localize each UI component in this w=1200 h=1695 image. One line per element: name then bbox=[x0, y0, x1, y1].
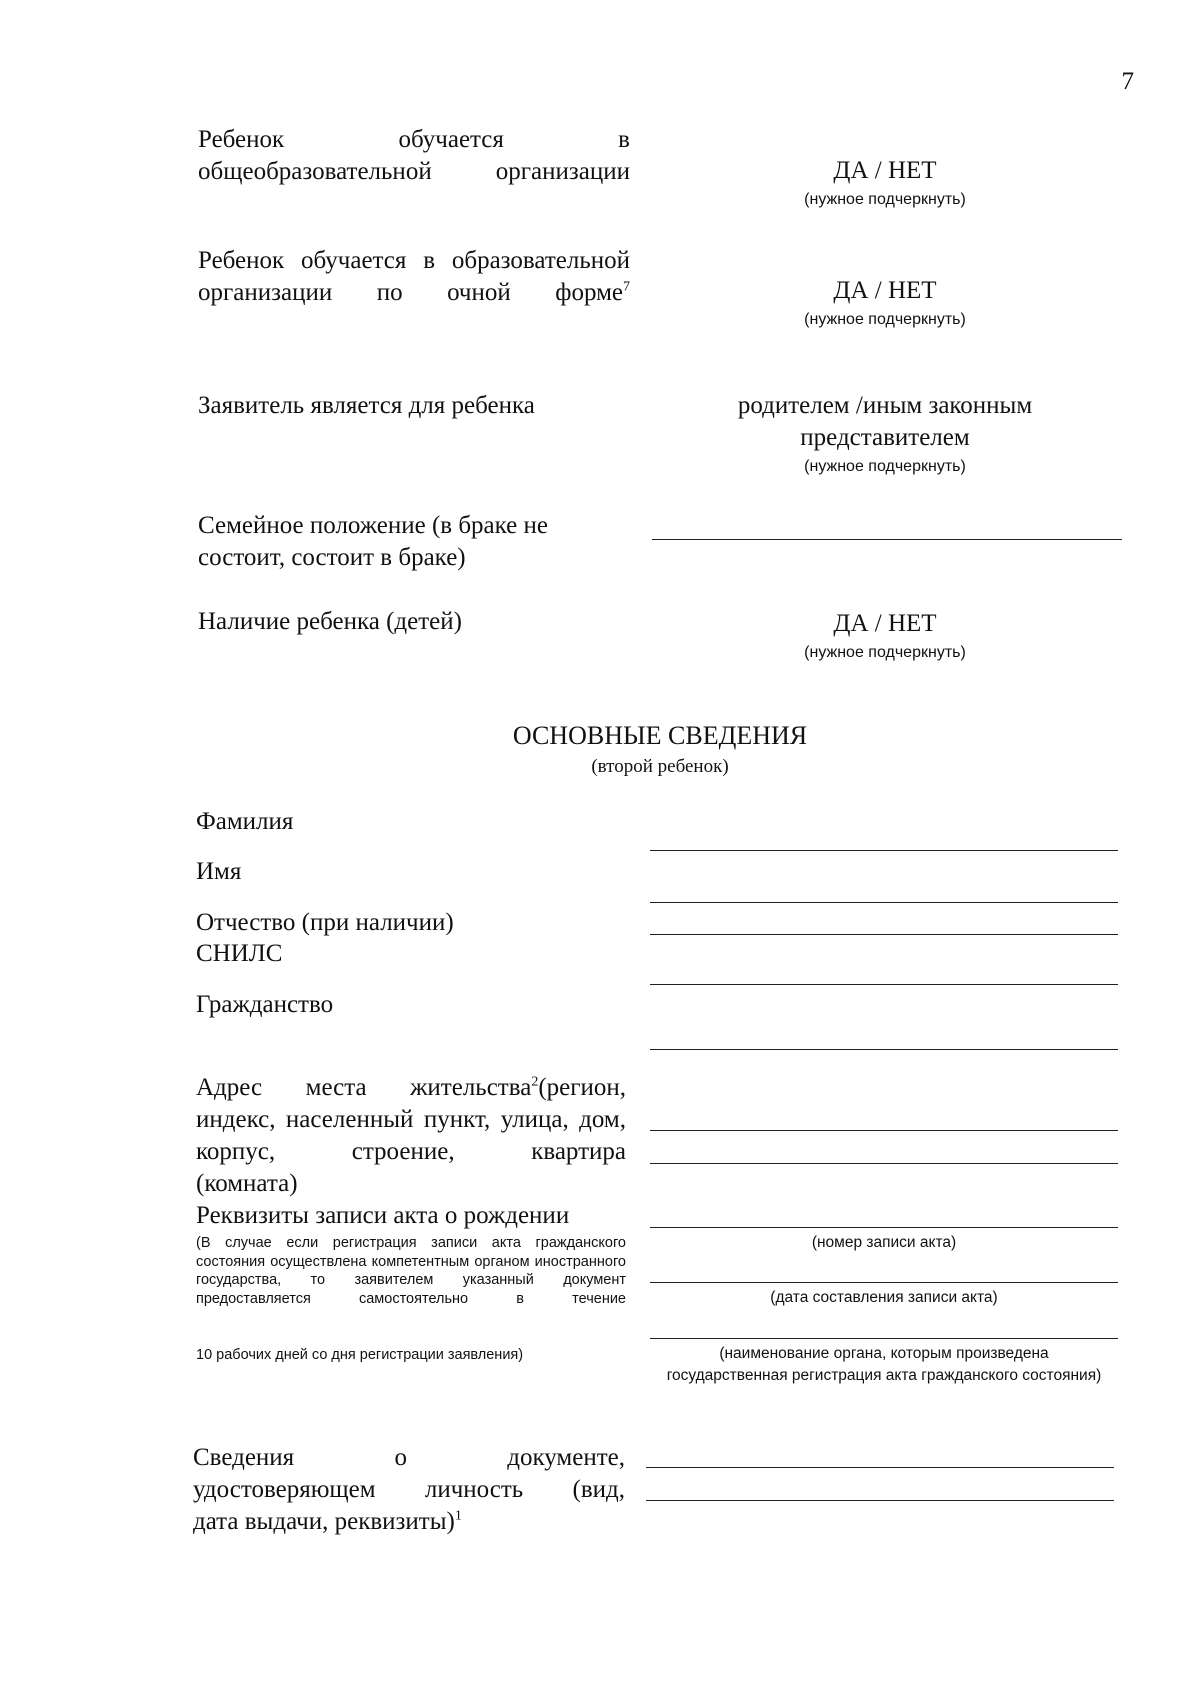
label-has-children: Наличие ребенка (детей) bbox=[198, 608, 462, 635]
option-representative-line: представителем bbox=[800, 424, 970, 451]
label-applicant-relation: Заявитель является для ребенка bbox=[198, 392, 535, 419]
label-address-room: (комната) bbox=[196, 1170, 298, 1197]
label-identity-document-end: дата выдачи, реквизиты)$^1$ bbox=[193, 1508, 462, 1535]
label-attends-general-school: Ребенок обучается в общеобразовательной организации bbox=[198, 126, 630, 185]
birth-record-date-line[interactable] bbox=[650, 1282, 1118, 1283]
birth-record-authority-line[interactable] bbox=[650, 1338, 1118, 1339]
label-surname: Фамилия bbox=[196, 808, 294, 835]
label-full-time-study: Ребенок обучается в образовательной организации по очной форме$^7$ bbox=[198, 247, 630, 306]
caption-record-number: (номер записи акта) bbox=[811, 1234, 957, 1251]
marital-status-input-line[interactable] bbox=[652, 539, 1122, 540]
option-attends-general-school[interactable]: ДА / НЕТ bbox=[833, 157, 937, 184]
hint-underline: (нужное подчеркнуть) bbox=[804, 458, 966, 475]
identity-document-input-line-1[interactable] bbox=[646, 1467, 1114, 1468]
birth-record-note: (В случае если регистрация записи акта гражданского состояния осуществлена компетентным органом иностранного государства, то заявителем указанный документ предоставляется самостоятельно в течение bbox=[196, 1235, 626, 1307]
hint-underline: (нужное подчеркнуть) bbox=[804, 311, 966, 328]
hint-underline: (нужное подчеркнуть) bbox=[804, 191, 966, 208]
label-name: Имя bbox=[196, 858, 242, 885]
birth-record-note-last: 10 рабочих дней со дня регистрации заявления) bbox=[196, 1347, 524, 1363]
label-marital-status: Семейное положение (в браке не состоит, состоит в браке) bbox=[198, 512, 548, 571]
snils-input-line[interactable] bbox=[650, 984, 1118, 985]
label-birth-record: Реквизиты записи акта о рождении bbox=[196, 1202, 570, 1229]
birth-record-number-line[interactable] bbox=[650, 1227, 1118, 1228]
label-citizenship: Гражданство bbox=[196, 991, 334, 1018]
page-number: 7 bbox=[1121, 68, 1134, 95]
label-snils: СНИЛС bbox=[196, 940, 283, 967]
section-title: ОСНОВНЫЕ СВЕДЕНИЯ bbox=[512, 721, 808, 750]
surname-input-line[interactable] bbox=[650, 850, 1118, 851]
option-has-children[interactable]: ДА / НЕТ bbox=[833, 610, 937, 637]
address-input-line-2[interactable] bbox=[650, 1163, 1118, 1164]
citizenship-input-line[interactable] bbox=[650, 1049, 1118, 1050]
label-identity-document: Сведения о документе, удостоверяющем личность (вид, bbox=[193, 1444, 625, 1503]
option-parent-line: родителем /иным законным bbox=[737, 392, 1033, 419]
identity-document-input-line-2[interactable] bbox=[646, 1500, 1114, 1501]
caption-record-date: (дата составления записи акта) bbox=[770, 1289, 998, 1306]
patronymic-input-line[interactable] bbox=[650, 934, 1118, 935]
hint-underline: (нужное подчеркнуть) bbox=[804, 644, 966, 661]
caption-record-authority: (наименование органа, которым произведена государственная регистрация акта гражданского состояния) bbox=[666, 1345, 1102, 1384]
option-applicant-relation[interactable] bbox=[700, 390, 1070, 454]
label-patronymic: Отчество (при наличии) bbox=[196, 909, 454, 936]
address-input-line-1[interactable] bbox=[650, 1130, 1118, 1131]
section-subtitle: (второй ребенок) bbox=[591, 756, 729, 777]
label-address: Адрес места жительства$^2$(регион, индекс, населенный пункт, улица, дом, корпус, строение, квартира bbox=[196, 1074, 626, 1165]
option-full-time-study[interactable]: ДА / НЕТ bbox=[833, 277, 937, 304]
name-input-line[interactable] bbox=[650, 902, 1118, 903]
